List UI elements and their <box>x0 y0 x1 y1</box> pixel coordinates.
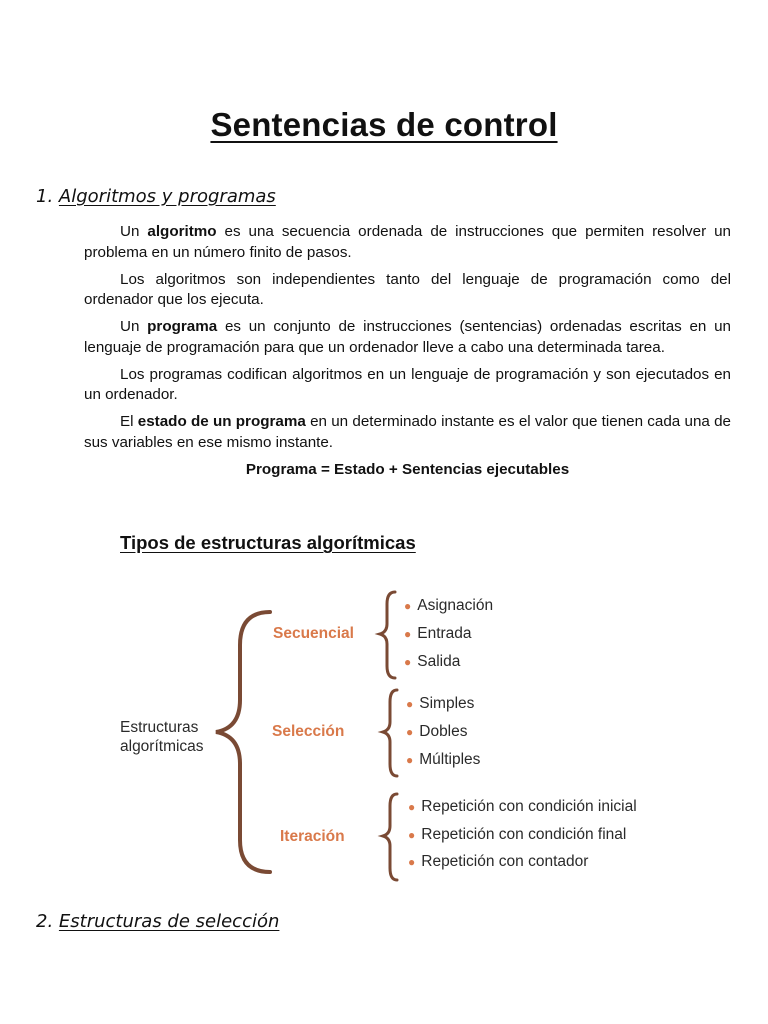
paragraph-algoritmo: Un algoritmo es una secuencia ordenada de instrucciones que permiten resolver un problema en un número finito de pasos. <box>84 223 731 261</box>
paragraph-independientes: Los algoritmos son independientes tanto del lenguaje de programación como del ordenador que los ejecuta. <box>84 270 731 308</box>
drop-icon: ● <box>404 655 412 669</box>
list-item: ● Asignación <box>404 597 494 614</box>
list-item: ● Múltiples <box>406 751 481 768</box>
paragraph-codifican: Los programas codifican algoritmos en un lenguaje de programación y son ejecutados en un ordenador. <box>84 365 731 403</box>
section-title: Estructuras de selección <box>58 911 280 932</box>
category-secuencial: Secuencial <box>273 625 354 642</box>
body-text <box>84 222 731 487</box>
list-item: ● Entrada <box>404 625 472 642</box>
list-item: ● Salida <box>404 653 461 670</box>
subheading-tipos: Tipos de estructuras algorítmicas <box>120 532 416 553</box>
category-iteracion: Iteración <box>280 828 345 845</box>
list-item: ● Repetición con condición final <box>408 826 627 843</box>
drop-icon: ● <box>404 599 412 613</box>
drop-icon: ● <box>404 627 412 641</box>
formula: Programa = Estado + Sentencias ejecutables <box>245 460 570 478</box>
section-heading-2 <box>36 911 279 932</box>
drop-icon: ● <box>408 855 416 869</box>
drop-icon: ● <box>406 697 414 711</box>
iteracion-brace-icon <box>383 794 397 880</box>
drop-icon: ● <box>406 753 414 767</box>
section-number: 2. <box>36 911 54 932</box>
page-title: Sentencias de control <box>210 106 558 143</box>
drop-icon: ● <box>406 725 414 739</box>
paragraph-estado: El estado de un programa en un determinado instante es el valor que tienen cada una de sus variables en ese mismo instante. <box>84 413 731 451</box>
section-heading-1 <box>36 186 276 207</box>
drop-icon: ● <box>408 800 416 814</box>
list-item: ● Dobles <box>406 723 468 740</box>
secuencial-brace-icon <box>380 592 395 678</box>
root-brace-icon <box>216 612 270 872</box>
section-title: Algoritmos y programas <box>58 186 276 207</box>
seleccion-brace-icon <box>383 690 397 776</box>
list-item: ● Repetición con condición inicial <box>408 798 637 815</box>
drop-icon: ● <box>408 828 416 842</box>
list-item: ● Repetición con contador <box>408 853 589 870</box>
section-number: 1. <box>36 186 54 207</box>
category-seleccion: Selección <box>272 723 345 740</box>
paragraph-programa: Un programa es un conjunto de instrucciones (sentencias) ordenadas escritas en un lenguaje de programación para que un ordenador lleve a cabo una determinada tarea. <box>84 318 731 356</box>
root-label-line1: Estructuras <box>120 719 199 736</box>
root-label-line2: algorítmicas <box>120 738 204 755</box>
list-item: ● Simples <box>406 695 475 712</box>
